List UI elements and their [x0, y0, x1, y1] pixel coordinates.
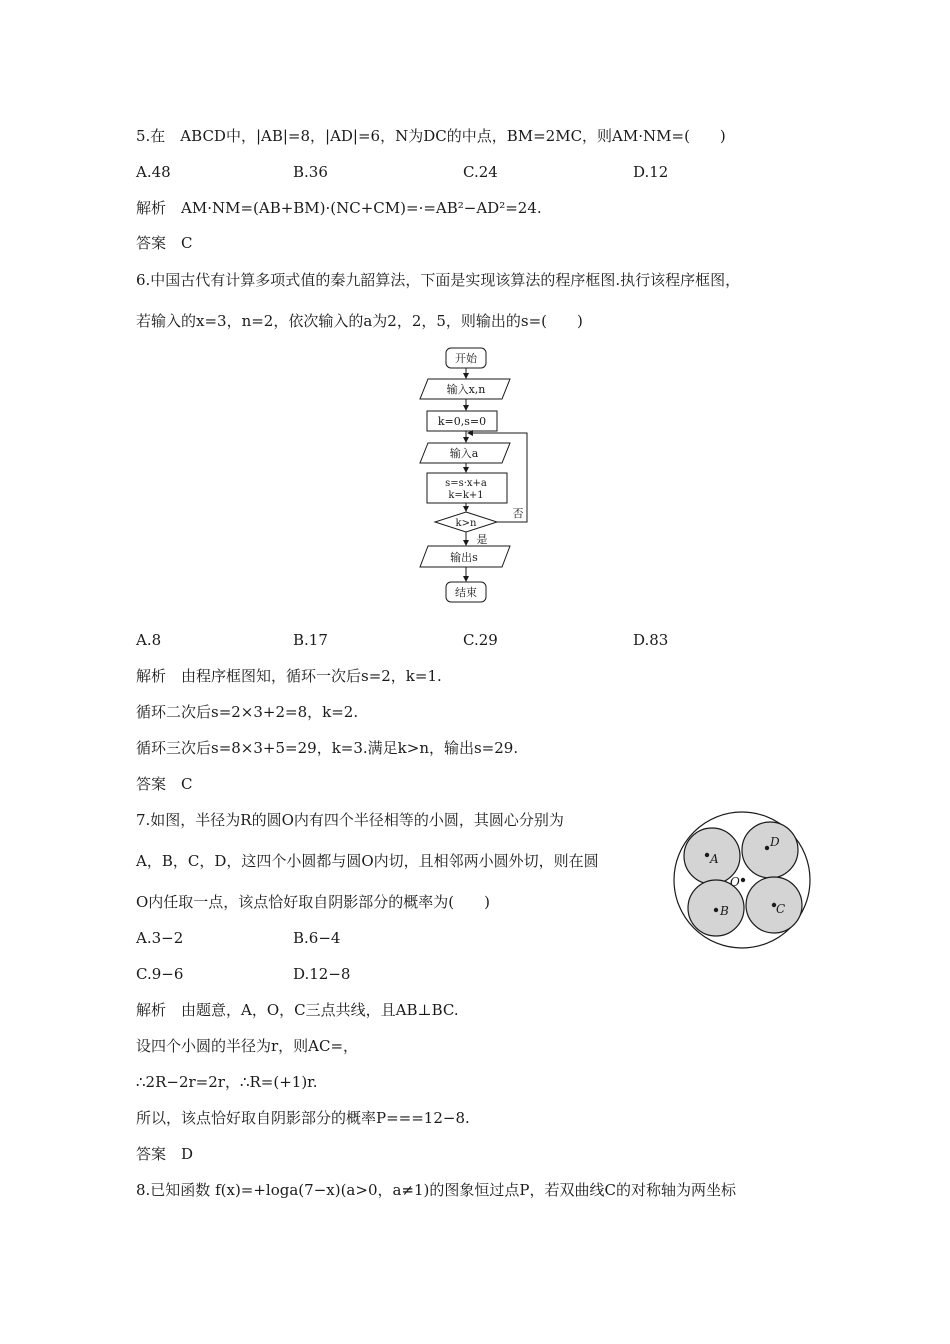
flow-calc1-label: s=s·x+a	[445, 478, 487, 489]
q7-stem-line1: 7.如图，半径为R的圆O内有四个半径相等的小圆，其圆心分别为	[136, 811, 564, 829]
q5-analysis: 解析 AM·NM=(AB+BM)·(NC+CM)=·=AB²−AD²=24.	[136, 199, 542, 217]
q6-option-b: B.17	[293, 631, 328, 649]
q6-option-c: C.29	[463, 631, 498, 649]
flow-init-label: k=0,s=0	[437, 415, 487, 428]
q6-option-a: A.8	[136, 631, 162, 649]
q7-options-row2	[136, 964, 836, 984]
q7-analysis-1: 解析 由题意，A，O，C三点共线，且AB⊥BC.	[136, 1001, 459, 1019]
q5-stem: 5.在 ABCD中，|AB|=8，|AD|=6，N为DC的中点，BM=2MC，则AM·NM=( )	[136, 127, 726, 145]
q7-options-row1	[136, 928, 836, 948]
label-b: B	[720, 904, 729, 918]
q6-stem-line2: 若输入的x=3，n=2，依次输入的a为2，2，5，则输出的s=( )	[136, 312, 583, 330]
q5-option-c: C.24	[463, 163, 498, 181]
q5-option-d: D.12	[633, 163, 669, 181]
q7-option-a: A.3−2	[136, 929, 184, 947]
q6-stem-line1: 6.中国古代有计算多项式值的秦九韶算法，下面是实现该算法的程序框图.执行该程序框图，	[136, 271, 741, 289]
flow-input-xn-label: 输入x,n	[446, 383, 486, 396]
q7-analysis-4: 所以，该点恰好取自阴影部分的概率P===12−8.	[136, 1109, 470, 1127]
q7-analysis-2: 设四个小圆的半径为r，则AC=，	[136, 1037, 359, 1055]
q8-stem: 8.已知函数 f(x)=+loga(7−x)(a>0，a≠1)的图象恒过点P，若双曲线C的对称轴为两坐标	[136, 1181, 736, 1199]
flow-no-label: 否	[512, 507, 524, 520]
flow-condition-label: k>n	[455, 518, 477, 529]
q6-analysis-3: 循环三次后s=8×3+5=29，k=3.满足k>n，输出s=29.	[136, 739, 519, 757]
flow-calc2-label: k=k+1	[448, 490, 484, 501]
label-o: O	[730, 875, 740, 889]
flow-yes-label: 是	[476, 533, 488, 546]
flow-input-a-label: 输入a	[449, 447, 479, 460]
q6-flowchart	[410, 340, 550, 610]
q7-analysis-3: ∴2R−2r=2r，∴R=(+1)r.	[136, 1073, 318, 1091]
flow-start-label: 开始	[455, 352, 477, 365]
label-d: D	[770, 835, 780, 849]
q7-stem-line3: O内任取一点，该点恰好取自阴影部分的概率为( )	[136, 893, 491, 911]
small-circle-d	[742, 822, 798, 878]
q6-analysis-2: 循环二次后s=2×3+2=8，k=2.	[136, 703, 359, 721]
q6-answer: 答案 C	[136, 775, 193, 793]
q5-option-b: B.36	[293, 163, 328, 181]
q6-options	[136, 630, 836, 650]
flow-end-label: 结束	[455, 586, 477, 599]
q7-stem-line2: A，B，C，D，这四个小圆都与圆O内切，且相邻两小圆外切，则在圆	[136, 852, 599, 870]
q7-option-b: B.6−4	[293, 929, 341, 947]
flow-output-label: 输出s	[450, 551, 478, 564]
q7-option-c: C.9−6	[136, 965, 184, 983]
q7-answer: 答案 D	[136, 1145, 194, 1163]
q6-analysis-1: 解析 由程序框图知，循环一次后s=2，k=1.	[136, 667, 442, 685]
q5-options	[136, 162, 836, 182]
q5-answer: 答案 C	[136, 234, 193, 252]
q7-option-d: D.12−8	[293, 965, 351, 983]
label-c: C	[776, 902, 786, 916]
q6-option-d: D.83	[633, 631, 669, 649]
label-a: A	[710, 852, 719, 866]
q5-option-a: A.48	[136, 163, 171, 181]
